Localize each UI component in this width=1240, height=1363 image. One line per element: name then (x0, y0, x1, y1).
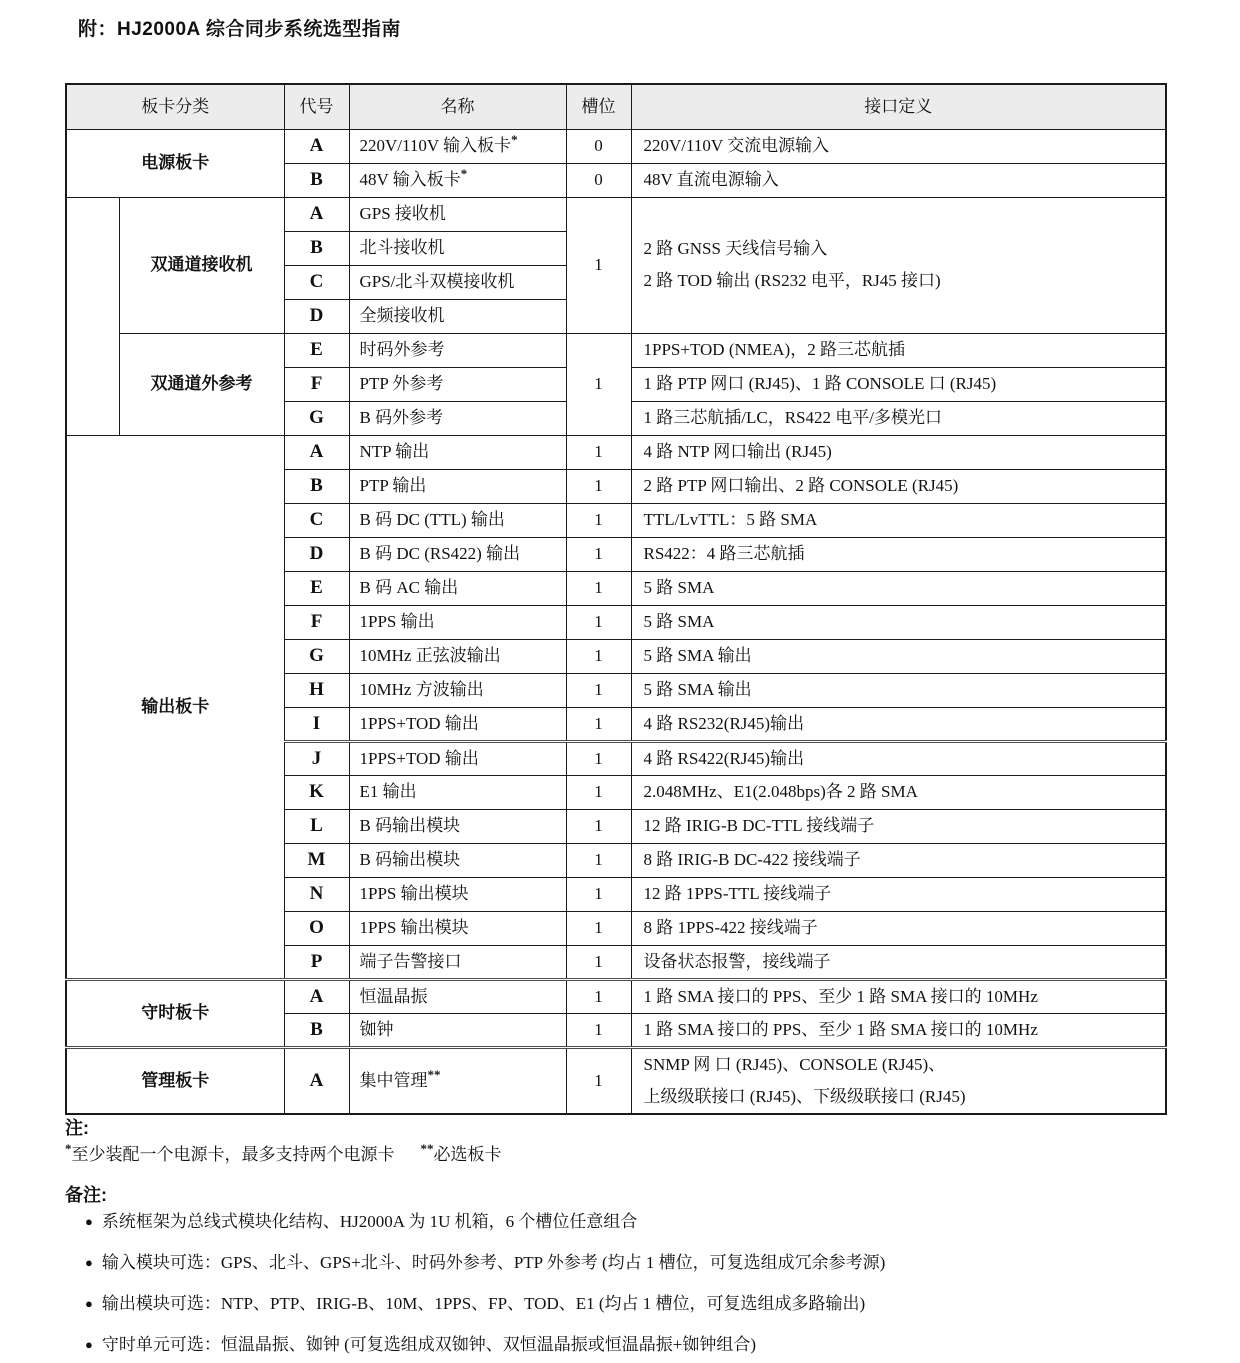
interface-cell: 5 路 SMA 输出 (631, 639, 1166, 673)
name-cell: 1PPS 输出模块 (349, 911, 566, 945)
slot-cell: 1 (566, 843, 631, 877)
code-cell: E (284, 333, 349, 367)
interface-cell: 1 路 PTP 网口 (RJ45)、1 路 CONSOLE 口 (RJ45) (631, 367, 1166, 401)
bullet-icon: ● (85, 1255, 93, 1270)
footnote-text: 至少装配一个电源卡，最多支持两个电源卡 (71, 1145, 395, 1164)
code-cell: H (284, 673, 349, 707)
name-cell: 全频接收机 (349, 299, 566, 333)
name-cell: PTP 输出 (349, 469, 566, 503)
interface-cell: 4 路 RS232(RJ45)输出 (631, 707, 1166, 741)
slot-cell: 1 (566, 639, 631, 673)
name-cell: B 码 DC (RS422) 输出 (349, 537, 566, 571)
slot-cell: 1 (566, 809, 631, 843)
slot-cell: 1 (566, 469, 631, 503)
slot-cell: 1 (566, 537, 631, 571)
code-cell: B (284, 163, 349, 197)
name-cell: 1PPS 输出模块 (349, 877, 566, 911)
interface-cell: TTL/LvTTL：5 路 SMA (631, 503, 1166, 537)
interface-cell: 4 路 RS422(RJ45)输出 (631, 741, 1166, 775)
table-row (66, 1047, 1166, 1114)
slot-cell: 1 (566, 605, 631, 639)
slot-cell: 1 (566, 707, 631, 741)
code-cell: I (284, 707, 349, 741)
category-cell: 守时板卡 (66, 979, 284, 1047)
interface-cell: 8 路 IRIG-B DC-422 接线端子 (631, 843, 1166, 877)
code-cell: C (284, 503, 349, 537)
name-cell: B 码输出模块 (349, 809, 566, 843)
column-header-slot: 槽位 (566, 84, 631, 129)
list-item: ● 系统框架为总线式模块化结构、HJ2000A 为 1U 机箱，6 个槽位任意组合 (85, 1212, 638, 1231)
name-cell: 北斗接收机 (349, 231, 566, 265)
footnote-marker: ** (427, 1066, 441, 1082)
interface-cell: 5 路 SMA (631, 605, 1166, 639)
name-cell: 10MHz 方波输出 (349, 673, 566, 707)
name-cell: GPS 接收机 (349, 197, 566, 231)
name-cell: 1PPS 输出 (349, 605, 566, 639)
column-header-interface: 接口定义 (631, 84, 1166, 129)
code-cell: A (284, 435, 349, 469)
name-cell: GPS/北斗双模接收机 (349, 265, 566, 299)
interface-cell: 5 路 SMA 输出 (631, 673, 1166, 707)
footnote-text: 必选板卡 (433, 1145, 502, 1164)
category-cell: 双通道接收机 (119, 197, 284, 333)
code-cell: G (284, 639, 349, 673)
interface-cell: 设备状态报警，接线端子 (631, 945, 1166, 979)
name-cell: 48V 输入板卡* (349, 163, 566, 197)
selection-table (65, 83, 1167, 1115)
slot-cell: 1 (566, 333, 631, 435)
slot-cell: 1 (566, 911, 631, 945)
slot-cell: 0 (566, 129, 631, 163)
code-cell: E (284, 571, 349, 605)
code-cell: M (284, 843, 349, 877)
footnote-line (65, 1140, 502, 1165)
code-cell: L (284, 809, 349, 843)
name-cell: 集中管理** (349, 1047, 566, 1114)
slot-cell: 1 (566, 435, 631, 469)
bullet-icon: ● (85, 1337, 93, 1352)
table-row (66, 333, 1166, 367)
code-cell: N (284, 877, 349, 911)
name-cell: PTP 外参考 (349, 367, 566, 401)
code-cell: A (284, 979, 349, 1013)
code-cell: B (284, 1013, 349, 1047)
interface-cell: 8 路 1PPS-422 接线端子 (631, 911, 1166, 945)
slot-cell: 1 (566, 1013, 631, 1047)
slot-cell: 1 (566, 775, 631, 809)
code-cell: O (284, 911, 349, 945)
slot-cell: 0 (566, 163, 631, 197)
note-label: 注: (65, 1118, 89, 1138)
list-item: ● 输出模块可选：NTP、PTP、IRIG-B、10M、1PPS、FP、TOD、E1 (均占 1 槽位，可复选组成多路输出) (85, 1294, 866, 1313)
interface-cell: 220V/110V 交流电源输入 (631, 129, 1166, 163)
name-cell: NTP 输出 (349, 435, 566, 469)
interface-cell: 5 路 SMA (631, 571, 1166, 605)
code-cell: F (284, 367, 349, 401)
page-title: 附：HJ2000A 综合同步系统选型指南 (78, 19, 401, 40)
column-header-name: 名称 (349, 84, 566, 129)
interface-cell: 1 路 SMA 接口的 PPS、至少 1 路 SMA 接口的 10MHz (631, 1013, 1166, 1047)
category-cell: 管理板卡 (66, 1047, 284, 1114)
remark-list (85, 1212, 885, 1363)
code-cell: D (284, 299, 349, 333)
code-cell: J (284, 741, 349, 775)
list-item: ● 守时单元可选：恒温晶振、铷钟 (可复选组成双铷钟、双恒温晶振或恒温晶振+铷钟组合) (85, 1335, 757, 1354)
footnote-marker: * (460, 166, 468, 182)
interface-cell: 12 路 1PPS-TTL 接线端子 (631, 877, 1166, 911)
code-cell: A (284, 197, 349, 231)
interface-cell: 2 路 PTP 网口输出、2 路 CONSOLE (RJ45) (631, 469, 1166, 503)
category-cell: 电源板卡 (66, 129, 284, 197)
name-cell: 220V/110V 输入板卡* (349, 129, 566, 163)
footnote-marker: * (511, 132, 518, 148)
name-cell: 恒温晶振 (349, 979, 566, 1013)
code-cell: C (284, 265, 349, 299)
slot-cell: 1 (566, 197, 631, 333)
interface-cell: 2 路 GNSS 天线信号输入 2 路 TOD 输出 (RS232 电平，RJ45 接口) (631, 197, 1166, 333)
slot-cell: 1 (566, 877, 631, 911)
interface-cell: 12 路 IRIG-B DC-TTL 接线端子 (631, 809, 1166, 843)
table-row (66, 197, 1166, 231)
name-cell: B 码 AC 输出 (349, 571, 566, 605)
interface-cell: 1PPS+TOD (NMEA)，2 路三芯航插 (631, 333, 1166, 367)
footnote-marker: * (65, 1141, 72, 1156)
remark-label: 备注: (65, 1185, 107, 1205)
name-cell: B 码外参考 (349, 401, 566, 435)
name-cell: 时码外参考 (349, 333, 566, 367)
column-header-category: 板卡分类 (66, 84, 284, 129)
interface-cell: RS422：4 路三芯航插 (631, 537, 1166, 571)
list-item: ● 输入模块可选：GPS、北斗、GPS+北斗、时码外参考、PTP 外参考 (均占 1 槽位，可复选组成冗余参考源) (85, 1253, 886, 1272)
name-cell: 1PPS+TOD 输出 (349, 741, 566, 775)
interface-cell: 4 路 NTP 网口输出 (RJ45) (631, 435, 1166, 469)
name-cell: 端子告警接口 (349, 945, 566, 979)
footnote-marker: ** (420, 1141, 434, 1156)
table-row (66, 129, 1166, 163)
bullet-icon: ● (85, 1214, 93, 1229)
name-cell: E1 输出 (349, 775, 566, 809)
table-header-row (66, 84, 1166, 129)
slot-cell: 1 (566, 979, 631, 1013)
slot-cell: 1 (566, 673, 631, 707)
table-row (66, 435, 1166, 469)
category-cell: 双通道外参考 (119, 333, 284, 435)
name-cell: B 码 DC (TTL) 输出 (349, 503, 566, 537)
code-cell: P (284, 945, 349, 979)
code-cell: D (284, 537, 349, 571)
interface-cell: 1 路三芯航插/LC，RS422 电平/多模光口 (631, 401, 1166, 435)
slot-cell: 1 (566, 503, 631, 537)
category-spacer-cell (66, 197, 119, 435)
code-cell: B (284, 469, 349, 503)
table-row (66, 979, 1166, 1013)
slot-cell: 1 (566, 945, 631, 979)
interface-cell: 2.048MHz、E1(2.048bps)各 2 路 SMA (631, 775, 1166, 809)
interface-cell: SNMP 网 口 (RJ45)、CONSOLE (RJ45)、 上级级联接口 (RJ45)、下级级联接口 (RJ45) (631, 1047, 1166, 1114)
slot-cell: 1 (566, 1047, 631, 1114)
code-cell: K (284, 775, 349, 809)
name-cell: 铷钟 (349, 1013, 566, 1047)
slot-cell: 1 (566, 741, 631, 775)
code-cell: A (284, 1047, 349, 1114)
code-cell: A (284, 129, 349, 163)
bullet-icon: ● (85, 1296, 93, 1311)
column-header-code: 代号 (284, 84, 349, 129)
name-cell: B 码输出模块 (349, 843, 566, 877)
code-cell: B (284, 231, 349, 265)
interface-cell: 1 路 SMA 接口的 PPS、至少 1 路 SMA 接口的 10MHz (631, 979, 1166, 1013)
code-cell: G (284, 401, 349, 435)
interface-cell: 48V 直流电源输入 (631, 163, 1166, 197)
code-cell: F (284, 605, 349, 639)
slot-cell: 1 (566, 571, 631, 605)
category-cell: 输出板卡 (66, 435, 284, 979)
name-cell: 1PPS+TOD 输出 (349, 707, 566, 741)
name-cell: 10MHz 正弦波输出 (349, 639, 566, 673)
